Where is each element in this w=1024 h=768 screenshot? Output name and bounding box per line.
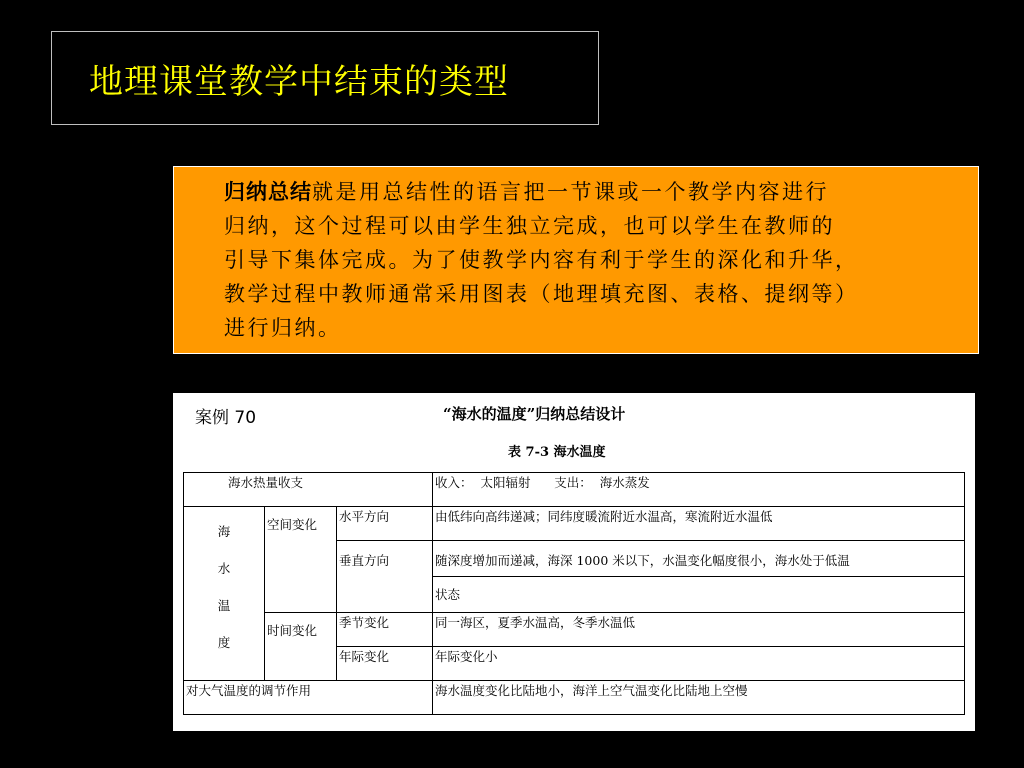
table-row-heat xyxy=(184,473,965,507)
annual-change-label: 年际变化 xyxy=(339,649,390,664)
horizontal-value-cell xyxy=(433,507,965,541)
summary-line-1-rest: 就是用总结性的语言把一节课或一个教学内容进行 xyxy=(312,180,829,204)
vertical-header-cell xyxy=(184,507,265,681)
vertical-char-2: 水 xyxy=(217,561,231,576)
vertical-value-cell-2 xyxy=(433,577,965,613)
vertical-char-4: 度 xyxy=(217,635,231,650)
vertical-char-1: 海 xyxy=(217,524,231,539)
case-panel xyxy=(173,393,975,731)
slide-title: 地理课堂教学中结束的类型 xyxy=(89,61,509,102)
table-row-season xyxy=(184,613,965,647)
space-change-label: 空间变化 xyxy=(267,517,318,532)
vertical-value-2: 状态 xyxy=(435,587,461,602)
season-change-label: 季节变化 xyxy=(339,615,390,630)
heat-value: 收入： 太阳辐射 支出： 海水蒸发 xyxy=(435,475,650,490)
case-label: 案例 70 xyxy=(195,408,257,428)
vertical-char-3: 温 xyxy=(217,598,231,613)
summary-line-3: 引导下集体完成。为了使教学内容有利于学生的深化和升华， xyxy=(224,248,859,272)
title-box xyxy=(51,31,599,125)
summary-box xyxy=(173,166,979,354)
season-value-cell xyxy=(433,613,965,647)
ocean-temperature-table xyxy=(183,472,965,715)
summary-line-5: 进行归纳。 xyxy=(224,316,342,340)
design-title: “海水的温度”归纳总结设计 xyxy=(443,405,626,423)
horizontal-value: 由低纬向高纬递减；同纬度暖流附近水温高，寒流附近水温低 xyxy=(435,509,773,524)
vertical-value-cell-1 xyxy=(433,541,965,577)
annual-change-cell xyxy=(337,647,433,681)
regulation-label: 对大气温度的调节作用 xyxy=(186,683,312,698)
summary-line-4: 教学过程中教师通常采用图表（地理填充图、表格、提纲等） xyxy=(224,282,859,306)
summary-lead: 归纳总结 xyxy=(224,180,312,204)
space-change-cell xyxy=(265,507,337,613)
annual-value: 年际变化小 xyxy=(435,649,498,664)
heat-label-cell xyxy=(184,473,433,507)
time-change-label: 时间变化 xyxy=(267,623,318,638)
vertical-dir-cell xyxy=(337,541,433,613)
table-row-regulation xyxy=(184,681,965,715)
regulation-value-cell xyxy=(433,681,965,715)
vertical-value-1: 随深度增加而递减，海深 1000 米以下，水温变化幅度很小，海水处于低温 xyxy=(435,553,850,568)
season-value: 同一海区，夏季水温高，冬季水温低 xyxy=(435,615,636,630)
vertical-dir-label: 垂直方向 xyxy=(339,553,390,568)
heat-value-cell xyxy=(433,473,965,507)
annual-value-cell xyxy=(433,647,965,681)
horizontal-dir-cell xyxy=(337,507,433,541)
regulation-label-cell xyxy=(184,681,433,715)
heat-label: 海水热量收支 xyxy=(228,475,304,490)
regulation-value: 海水温度变化比陆地小，海洋上空气温变化比陆地上空慢 xyxy=(435,683,748,698)
summary-line-2: 归纳，这个过程可以由学生独立完成，也可以学生在教师的 xyxy=(224,214,835,238)
table-row-horizontal xyxy=(184,507,965,541)
summary-line-1 xyxy=(224,175,974,209)
season-change-cell xyxy=(337,613,433,647)
table-title: 表 7-3 海水温度 xyxy=(508,445,606,460)
summary-text xyxy=(224,175,974,345)
horizontal-dir-label: 水平方向 xyxy=(339,509,390,524)
time-change-cell xyxy=(265,613,337,681)
